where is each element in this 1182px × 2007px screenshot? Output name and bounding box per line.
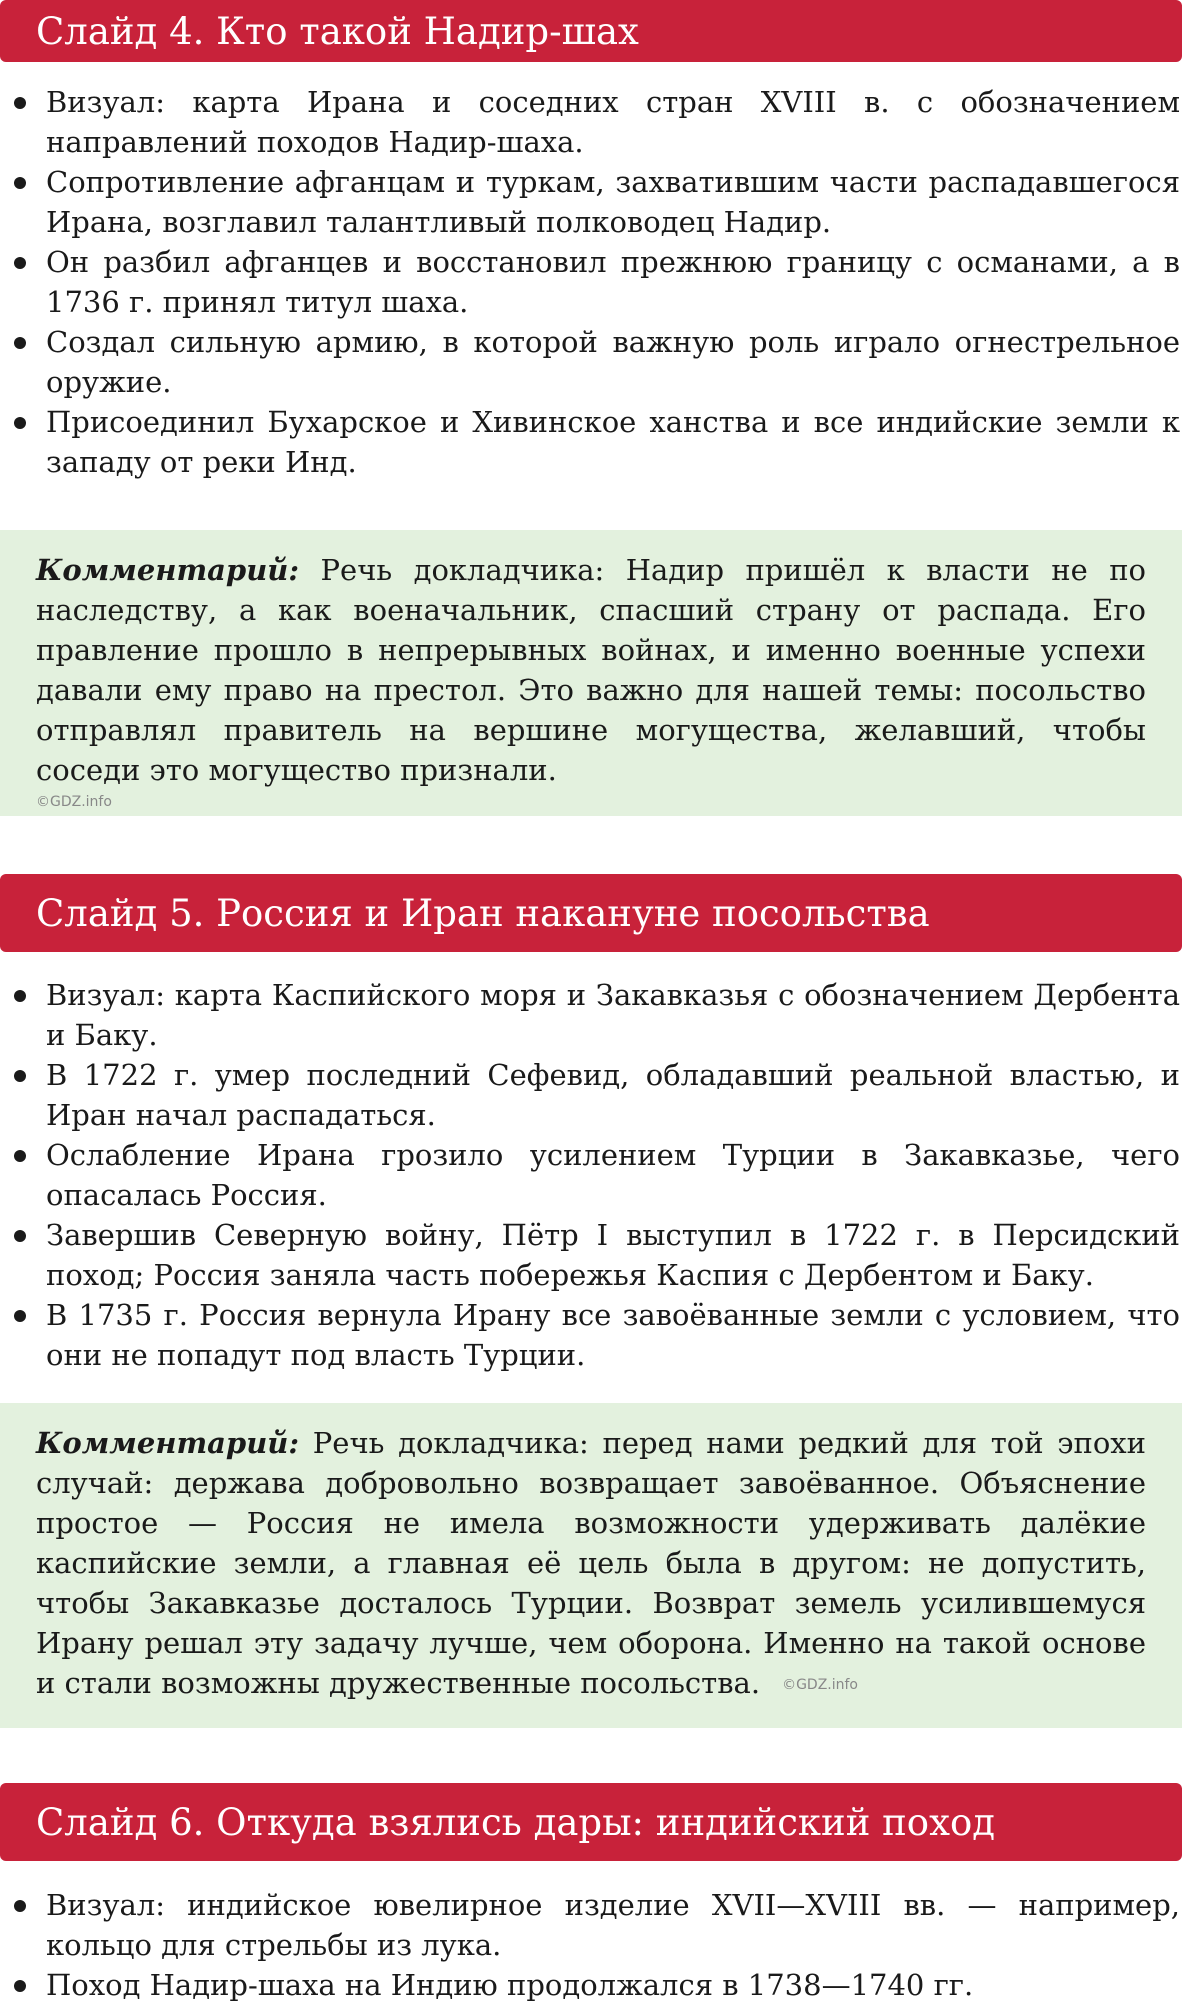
comment-label: Комментарий: [36,553,300,587]
list-item: Сопротивление афганцам и туркам, захватившим части распадавшегося Ирана, возглавил талантливый полководец Надир. [0,162,1182,242]
slide-5-bullet-list [0,975,1182,1375]
list-item: В 1722 г. умер последний Сефевид, обладавший реальной властью, и Иран начал распадаться. [0,1055,1182,1135]
list-item: Создал сильную армию, в которой важную роль играло огнестрельное оружие. [0,322,1182,402]
slide-4-title: Слайд 4. Кто такой Надир-шах [36,9,639,53]
list-item: Он разбил афганцев и восстановил прежнюю границу с османами, а в 1736 г. принял титул шаха. [0,242,1182,322]
list-item: Визуал: индийское ювелирное изделие XVII—XVIII вв. — например, кольцо для стрельбы из лука. [0,1885,1182,1965]
list-item: Ослабление Ирана грозило усилением Турции в Закавказье, чего опасалась Россия. [0,1135,1182,1215]
slide-5-header [0,874,1182,952]
slide-5-title: Слайд 5. Россия и Иран накануне посольства [36,891,930,935]
comment-label: Комментарий: [36,1426,300,1460]
list-item: Визуал: карта Каспийского моря и Закавказья с обозначением Дербента и Баку. [0,975,1182,1055]
list-item: Присоединил Бухарское и Хивинское ханства и все индийские земли к западу от реки Инд. [0,402,1182,482]
slide-4-comment [0,530,1182,816]
list-item: Завершив Северную войну, Пётр I выступил в 1722 г. в Персидский поход; Россия заняла часть побережья Каспия с Дербентом и Баку. [0,1215,1182,1295]
slide-6-title: Слайд 6. Откуда взялись дары: индийский поход [36,1800,996,1844]
slide-6-bullet-list [0,1885,1182,2005]
list-item: Визуал: карта Ирана и соседних стран XVIII в. с обозначением направлений походов Надир-шаха. [0,82,1182,162]
list-item: Поход Надир-шаха на Индию продолжался в 1738—1740 гг. [0,1965,1182,2005]
watermark: ©GDZ.info [782,1677,858,1693]
slide-5-comment [0,1403,1182,1728]
watermark: ©GDZ.info [36,794,112,810]
list-item: В 1735 г. Россия вернула Ирану все завоёванные земли с условием, что они не попадут под власть Турции. [0,1295,1182,1375]
slide-6-header [0,1783,1182,1861]
comment-text: Речь докладчика: Надир пришёл к власти не по наследству, а как военачальник, спасший страну от распада. Его правление прошло в непрерывных войнах, и именно военные успехи давали ему право на престол. Это важно для нашей темы: посольство отправлял правитель на вершине могущества, желавший, чтобы соседи это могущество признали. [36,553,1146,787]
comment-text: Речь докладчика: перед нами редкий для той эпохи случай: держава добровольно возвращает завоёванное. Объяснение простое — Россия не имела возможности удерживать далёкие каспийские земли, а главная её цель была в другом: не допустить, чтобы Закавказье досталось Турции. Возврат земель усилившемуся Ирану решал эту задачу лучше, чем оборона. Именно на такой основе и стали возможны дружественные посольства. [36,1426,1146,1700]
slide-4-header [0,0,1182,62]
slide-4-bullet-list [0,82,1182,482]
